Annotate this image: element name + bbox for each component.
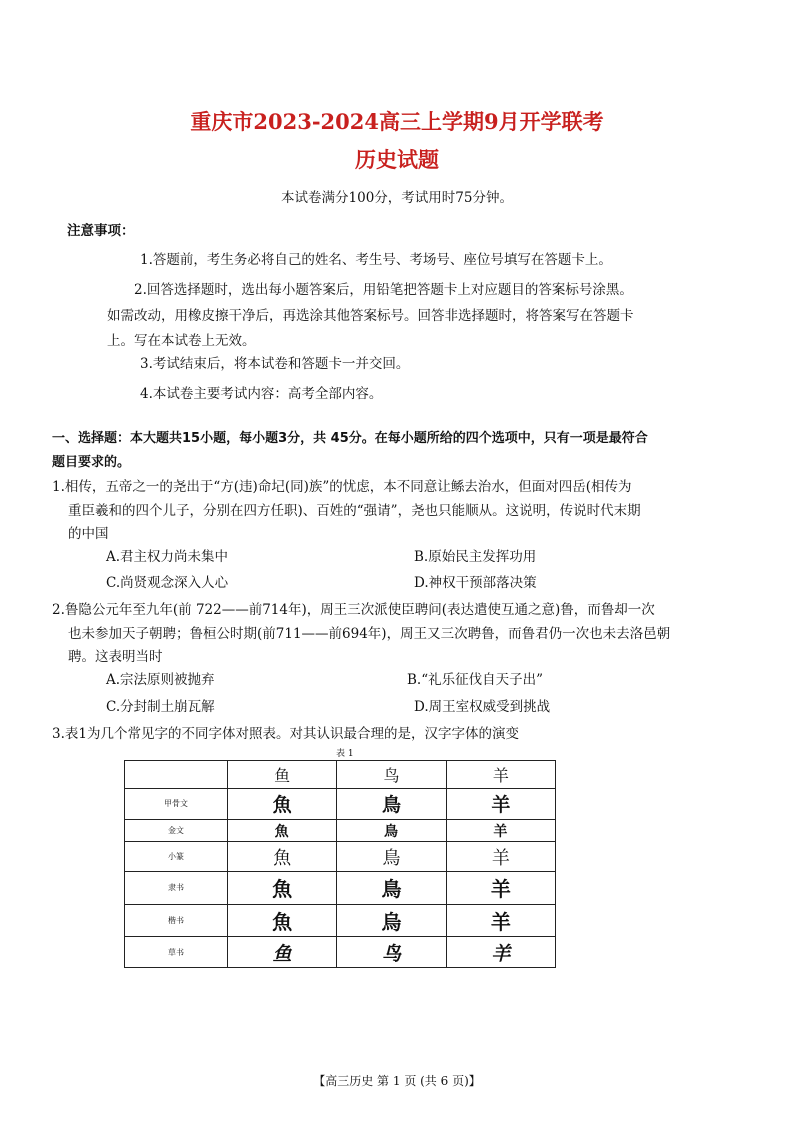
glyph-cell: 羊 [446,842,555,871]
glyph-cell: 鱼 [228,937,337,968]
section-heading: 一、选择题：本大题共15小题，每小题3分，共 45分。在每小题所给的四个选项中，只有一项是最符合 [52,431,648,446]
table-row [125,937,556,968]
glyph-cell: 魚 [228,871,337,904]
page-footer: 【高三历史 第 1 页 (共 6 页)】 [313,1074,481,1088]
table-row [125,904,556,937]
glyph-cell: 羊 [446,904,555,937]
q2-option-a: A.宗法原则被抛弃 [106,672,215,688]
q2-line-3: 聘。这表明当时 [68,649,163,665]
row-label: 楷书 [125,904,228,937]
notice-heading: 注意事项： [67,223,135,239]
table-row [125,819,556,842]
glyph-cell: 鳥 [337,842,446,871]
q2-line-1: 2.鲁隐公元年至九年(前 722——前714年)，周王三次派使臣聘问(表达遣使互通之意)鲁，而鲁却一次 [52,602,655,618]
row-label: 小篆 [125,842,228,871]
table-corner [125,761,228,789]
row-label: 隶书 [125,871,228,904]
glyph-cell: 鳥 [337,871,446,904]
q1-line-3: 的中国 [68,526,109,542]
row-label: 草书 [125,937,228,968]
glyph-cell: 鳥 [337,819,446,842]
q2-option-c: C.分封制土崩瓦解 [106,699,215,715]
table-row [125,842,556,871]
glyph-cell: 魚 [228,904,337,937]
table-row [125,789,556,820]
glyph-cell: 羊 [446,937,555,968]
section-heading-cont: 题目要求的。 [52,455,131,470]
row-label: 甲骨文 [125,789,228,820]
table-row [125,871,556,904]
exam-title: 重庆市2023-2024高三上学期9月开学联考 [190,109,604,134]
font-comparison-table [124,760,556,968]
q3-line: 3.表1为几个常见字的不同字体对照表。对其认识最合理的是，汉字字体的演变 [52,726,519,742]
notice-item-3: 3.考试结束后，将本试卷和答题卡一并交回。 [140,356,410,372]
glyph-cell: 羊 [446,789,555,820]
glyph-cell: 鳥 [337,789,446,820]
glyph-cell: 羊 [446,871,555,904]
q2-line-2: 也未参加天子朝聘；鲁桓公时期(前711——前694年)，周王又三次聘鲁，而鲁君仍一次也未去洛邑朝 [68,626,671,642]
q1-line-1: 1.相传，五帝之一的尧出于“方(违)命圮(同)族”的忧虑，本不同意让鲧去治水，但面对四岳(相传为 [52,479,632,495]
glyph-cell: 羊 [446,819,555,842]
q1-line-2: 重臣羲和的四个儿子，分别在四方任职)、百姓的“强请”，尧也只能顺从。这说明，传说时代末期 [68,503,641,519]
q1-option-b: B.原始民主发挥功用 [414,549,537,565]
glyph-cell: 魚 [228,842,337,871]
glyph-cell: 魚 [228,819,337,842]
q2-option-b: B.“礼乐征伐自天子出” [407,672,544,688]
subject-title: 历史试题 [355,147,439,172]
q2-option-d: D.周王室权威受到挑战 [414,699,551,715]
q1-option-a: A.君主权力尚未集中 [106,549,229,565]
exam-note: 本试卷满分100分，考试用时75分钟。 [281,190,513,206]
table-caption: 表 1 [336,749,354,759]
notice-item-1: 1.答题前，考生务必将自己的姓名、考生号、考场号、座位号填写在答题卡上。 [140,252,612,268]
col-head-bird: 鸟 [337,761,446,789]
table-header-row [125,761,556,789]
glyph-cell: 魚 [228,789,337,820]
col-head-fish: 鱼 [228,761,337,789]
glyph-cell: 烏 [337,904,446,937]
q1-option-d: D.神权干预部落决策 [414,575,537,591]
notice-item-2-end: 上。写在本试卷上无效。 [107,333,256,349]
glyph-cell: 鸟 [337,937,446,968]
notice-item-2-cont: 如需改动，用橡皮擦干净后，再选涂其他答案标号。回答非选择题时，将答案写在答题卡 [107,308,634,324]
notice-item-4: 4.本试卷主要考试内容：高考全部内容。 [140,386,383,402]
notice-item-2: 2.回答选择题时，选出每小题答案后，用铅笔把答题卡上对应题目的答案标号涂黑。 [134,282,633,298]
q1-option-c: C.尚贤观念深入人心 [106,575,229,591]
row-label: 金文 [125,819,228,842]
col-head-sheep: 羊 [446,761,555,789]
